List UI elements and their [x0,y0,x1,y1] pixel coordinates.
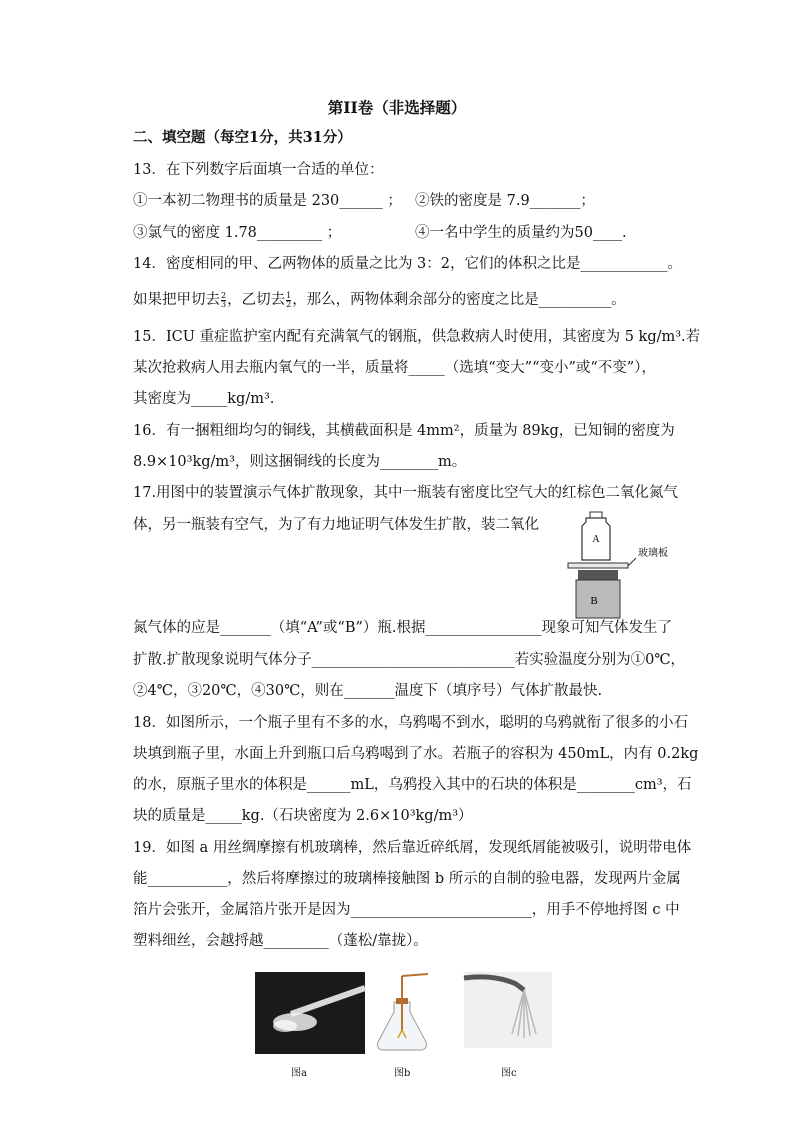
q15-line1: 15．ICU 重症监护室内配有充满氧气的钢瓶，供急救病人时使用，其密度为 5 kg/m³.若 [133,329,701,345]
figure-c-photo [464,972,552,1048]
q19-line4: 塑料细丝，会越捋越_________（蓬松/靠拢）。 [133,933,428,949]
figure-b-photo [372,972,432,1054]
q18-line1: 18．如图所示，一个瓶子里有不多的水，乌鸦喝不到水，聪明的乌鸦就衔了很多的小石 [133,715,688,731]
q13-a: ①一本初二物理书的质量是 230______ ； [133,193,402,209]
bottle-b-label: B [590,595,598,607]
q14-text-c: ，那么，两物体剩余部分的密度之比是__________。 [292,292,626,308]
q13-c: ③氯气的密度 1.78_________ ； [133,225,342,241]
q13-stem: 13．在下列数字后面填一合适的单位： [133,162,384,178]
fraction-two-thirds: $\frac{2}{3}$ [221,290,227,309]
q17-line2: 体，另一瓶装有空气，为了有力地证明气体发生扩散，装二氧化 [133,517,539,533]
q13-b: ②铁的密度是 7.9_______； [415,193,595,209]
figure-b-caption: 图b [394,1068,411,1079]
figure-c-caption: 图c [501,1068,517,1079]
q15-line3: 其密度为_____kg/m³. [133,391,275,407]
q15-line2: 某次抢救病人用去瓶内氧气的一半，质量将_____（选填“变大”“变小”或“不变”）， [133,360,656,376]
q16-line1: 16．有一捆粗细均匀的铜线，其横截面积是 4mm²，质量为 89kg，已知铜的密度为 [133,423,675,439]
fraction-one-half: $\frac{1}{2}$ [286,290,292,309]
q16-line2: 8.9×10³kg/m³，则这捆铜线的长度为________m。 [133,454,467,470]
q17-line5: ②4℃，③20℃，④30℃，则在_______温度下（填序号）气体扩散最快. [133,683,603,699]
q14-text-a: 如果把甲切去 [133,292,220,308]
q19-line2: 能___________，然后将摩擦过的玻璃棒接触图 b 所示的自制的验电器，发现两片金属 [133,871,681,887]
q17-line3: 氮气体的应是_______（填“A”或“B”）瓶.根据________________现象可知气体发生了 [133,620,673,636]
q18-line4: 块的质量是_____kg.（石块密度为 2.6×10³kg/m³） [133,808,473,824]
figure-a-caption: 图a [291,1068,307,1079]
bottle-a-label: A [592,534,600,545]
q18-line2: 块填到瓶子里，水面上升到瓶口后乌鸦喝到了水。若瓶子的容积为 450mL，内有 0.2kg [133,746,699,762]
glass-plate-label: 玻璃板 [638,548,668,559]
q13-d: ④一名中学生的质量约为50____. [415,225,627,241]
section-heading: 二、填空题（每空1分，共31分） [133,129,352,146]
q19-line1: 19．如图 a 用丝绸摩擦有机玻璃棒，然后靠近碎纸屑，发现纸屑能被吸引，说明带电体 [133,840,692,856]
q17-line4: 扩散.扩散现象说明气体分子____________________________若实验温度分别为①0℃， [133,652,686,668]
figure-a-photo [255,972,365,1054]
q14-line1: 14．密度相同的甲、乙两物体的质量之比为 3：2，它们的体积之比是____________。 [133,256,683,272]
q18-line3: 的水，原瓶子里水的体积是______mL，乌鸦投入其中的石块的体积是________cm³，石 [133,777,692,793]
diffusion-apparatus-figure [564,512,668,620]
q14-line2 [133,290,626,310]
page-title: 第II卷（非选择题） [327,98,467,117]
q19-line3: 箔片会张开，金属箔片张开是因为_________________________，用手不停地捋图 c 中 [133,902,680,918]
q17-line1: 17.用图中的装置演示气体扩散现象，其中一瓶装有密度比空气大的红棕色二氧化氮气 [133,485,679,501]
q14-text-b: ，乙切去 [227,292,286,308]
